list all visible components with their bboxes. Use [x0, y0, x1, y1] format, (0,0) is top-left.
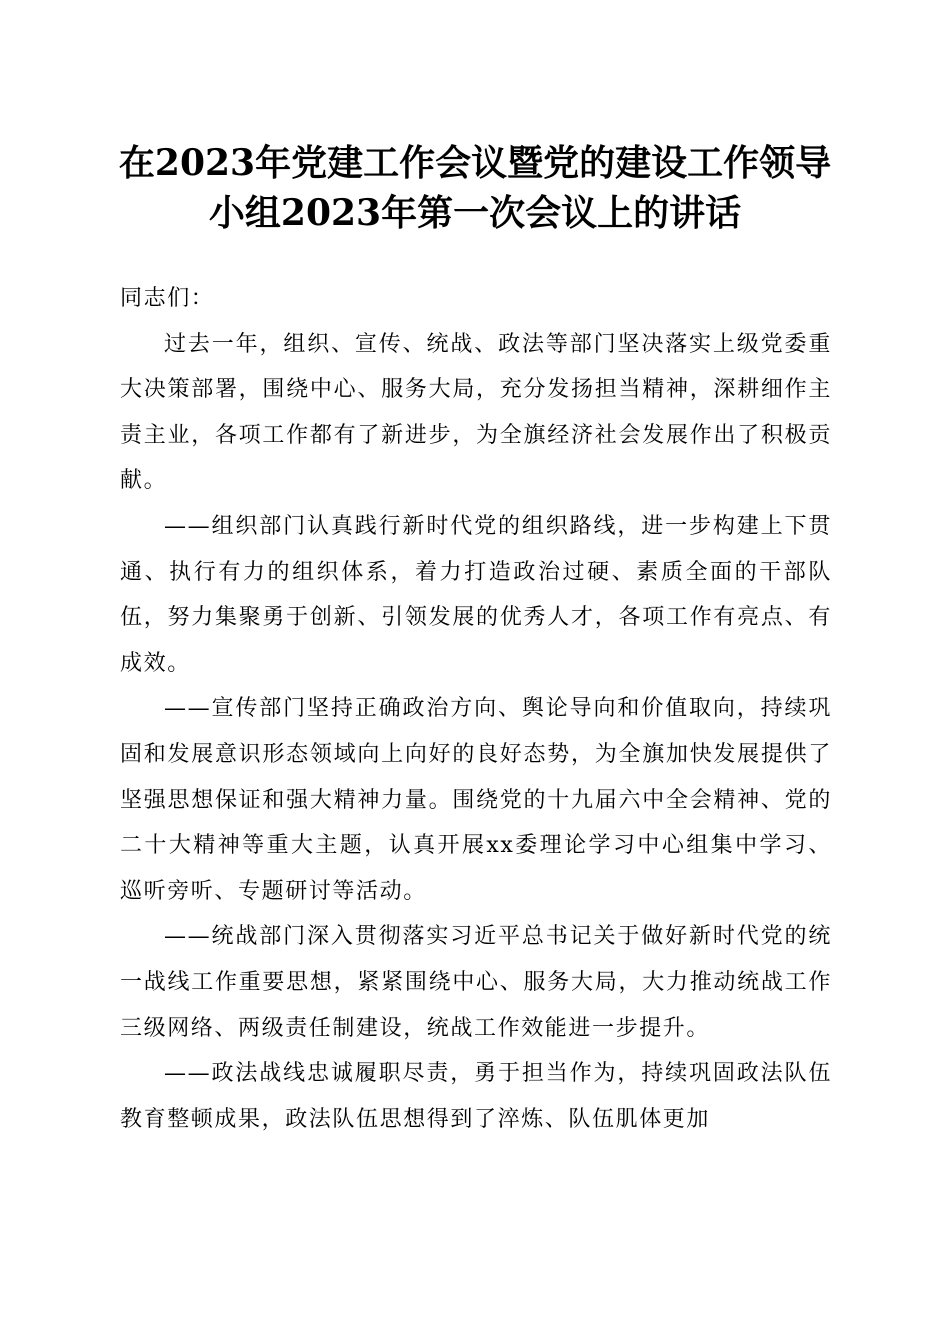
paragraph-publicity: ——宣传部门坚持正确政治方向、舆论导向和价值取向，持续巩固和发展意识形态领域向上向好的良好态势，为全旗加快发展提供了坚强思想保证和强大精神力量。围绕党的十九届六中全会精神、党的二十大精神等重大主题，认真开展xx委理论学习中心组集中学习、巡听旁听、专题研讨等活动。	[120, 696, 832, 904]
title-line-2: 小组2023年第一次会议上的讲话	[208, 192, 742, 234]
paragraph-intro: 过去一年，组织、宣传、统战、政法等部门坚决落实上级党委重大决策部署，围绕中心、服务大局，充分发扬担当精神，深耕细作主责主业，各项工作都有了新进步，为全旗经济社会发展作出了积极贡献。	[120, 331, 832, 494]
paragraph-political-legal: ——政法战线忠诚履职尽责，勇于担当作为，持续巩固政法队伍教育整顿成果，政法队伍思想得到了淬炼、队伍肌体更加	[120, 1061, 832, 1132]
document-body	[120, 276, 832, 1142]
paragraph-united-front: ——统战部门深入贯彻落实习近平总书记关于做好新时代党的统一战线工作重要思想，紧紧围绕中心、服务大局，大力推动统战工作三级网络、两级责任制建设，统战工作效能进一步提升。	[120, 924, 832, 1041]
salutation: 同志们：	[120, 286, 215, 311]
paragraph-organization: ——组织部门认真践行新时代党的组织路线，进一步构建上下贯通、执行有力的组织体系，着力打造政治过硬、素质全面的干部队伍，努力集聚勇于创新、引领发展的优秀人才，各项工作有亮点、有成效。	[120, 513, 832, 676]
title-line-1: 在2023年党建工作会议暨党的建设工作领导	[118, 142, 832, 184]
document-title	[90, 138, 860, 238]
